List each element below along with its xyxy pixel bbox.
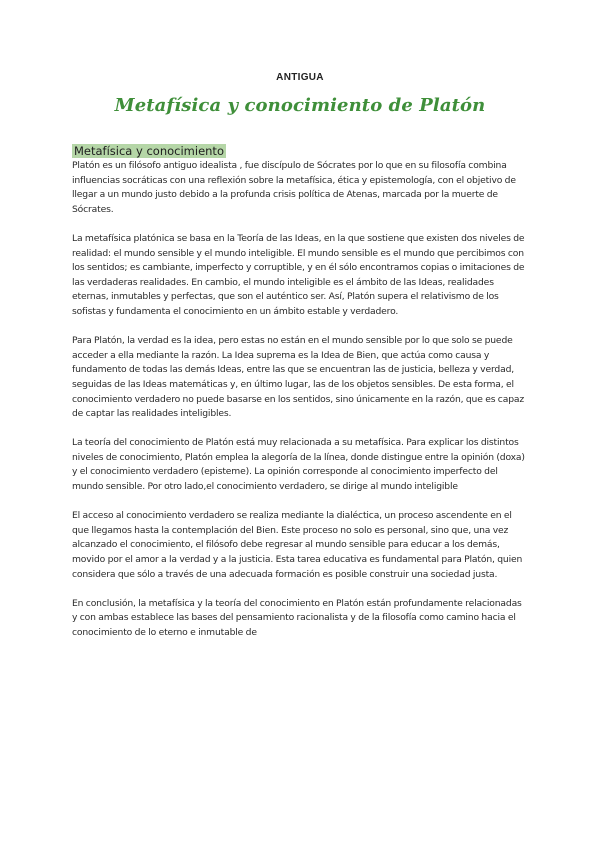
section-heading-wrapper bbox=[72, 140, 528, 159]
page-title: Metafísica y conocimiento de Platón bbox=[114, 95, 486, 116]
paragraph-truth: Para Platón, la verdad es la idea, pero estas no están en el mundo sensible por lo que solo se puede acceder a ella mediante la razón. La Idea suprema es la Idea de Bien, que actúa como causa y fundamento de todas las demás Ideas, entre las que se encuentran las de justicia, belleza y verdad, seguidas de las Ideas matemáticas y, en último lugar, las de los objetos sensibles. De esta forma, el conocimiento verdadero no puede basarse en los sentidos, sino únicamente en la razón, que es capaz de captar las realidades inteligibles. bbox=[72, 335, 525, 420]
section-heading: Metafísica y conocimiento bbox=[74, 144, 224, 158]
paragraph-conclusion: En conclusión, la metafísica y la teoría del conocimiento en Platón están profundamente relacionadas y con ambas establece las bases del pensamiento racionalista y de la filosofía como camino hacia el conocimiento de lo eterno e inmutable de bbox=[72, 597, 522, 638]
paragraph-knowledge-theory: La teoría del conocimiento de Platón está muy relacionada a su metafísica. Para explicar los distintos niveles de conocimiento, Platón emplea la alegoría de la línea, donde distingue entre la opinión (doxa) y el conocimiento verdadero (episteme). La opinión corresponde al conocimiento imperfecto del mundo sensible. Por otro lado,el conocimiento verdadero, se dirige al mundo inteligible bbox=[72, 437, 525, 493]
paragraph-intro: Platón es un filósofo antiguo idealista , fue discípulo de Sócrates por lo que en su filosofía combina influencias socráticas con una reflexión sobre la metafísica, ética y epistemología, con el objetivo de llegar a un mundo justo debido a la profunda crisis política de Atenas, marcada por la muerte de Sócrates. bbox=[72, 160, 516, 215]
paragraph-dialectic: El acceso al conocimiento verdadero se realiza mediante la dialéctica, un proceso ascendente en el que llegamos hasta la contemplación del Bien. Este proceso no solo es personal, sino que, una vez alcanzado el conocimiento, el filósofo debe regresar al mundo sensible para educar a los demás, movido por el amor a la verdad y a la justicia. Esta tarea educativa es fundamental para Platón, quien considera que sólo a través de una adecuada formación es posible construir una sociedad justa. bbox=[72, 510, 523, 580]
paragraph-metaphysics: La metafísica platónica se basa en la Teoría de las Ideas, en la que sostiene que existen dos niveles de realidad: el mundo sensible y el mundo inteligible. El mundo sensible es el mundo que percibimos con los sentidos; es cambiante, imperfecto y corruptible, y en él sólo encontramos copias o imitaciones de las verdaderas realidades. En cambio, el mundo inteligible es el ámbito de las Ideas, realidades eternas, inmutables y perfectas, que son el auténtico ser. Así, Platón supera el relativismo de los sofistas y fundamenta el conocimiento en un ámbito estable y verdadero. bbox=[72, 232, 525, 317]
category-label: ANTIGUA bbox=[276, 72, 324, 83]
